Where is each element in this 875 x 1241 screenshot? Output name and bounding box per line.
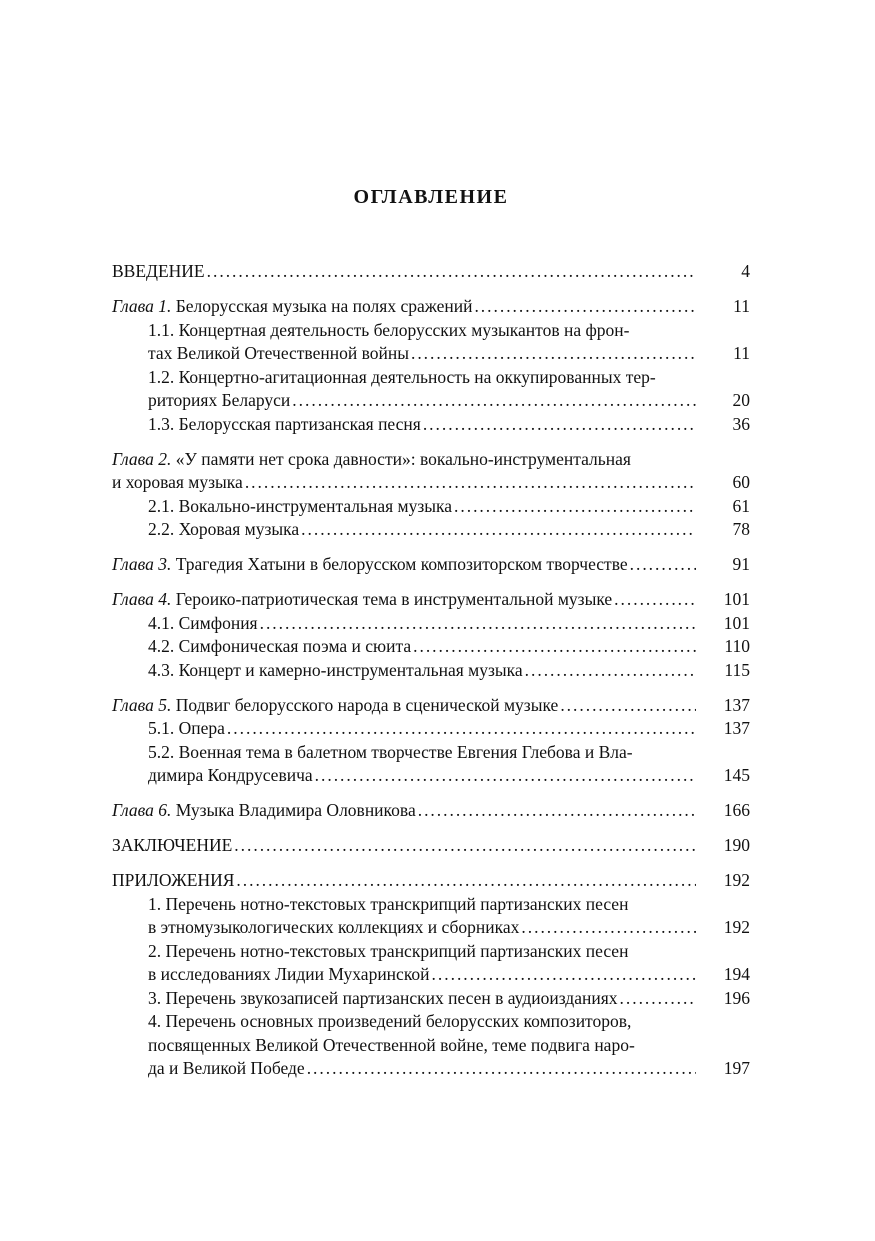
toc-group-appendices — [112, 869, 750, 1081]
page-number: 20 — [732, 390, 750, 410]
toc-entry-section-5-1[interactable] — [112, 717, 750, 741]
chapter-title: Белорусская музыка на полях сражений — [171, 296, 473, 316]
dot-leader — [474, 295, 696, 319]
toc-entry-appendix-1-end[interactable] — [112, 916, 750, 940]
chapter-prefix: Глава 4. — [112, 589, 172, 609]
page-number: 101 — [723, 612, 750, 633]
toc-entry-chapter-2[interactable] — [112, 448, 750, 472]
dot-leader — [620, 987, 696, 1011]
toc-entry-section-1-2-end[interactable] — [112, 389, 750, 413]
dot-leader — [630, 553, 696, 577]
toc-entry-appendix-1[interactable] — [112, 893, 750, 917]
toc-entry-chapter-6[interactable] — [112, 799, 750, 823]
appendix-title-line: 2. Перечень нотно-текстовых транскрипций партизанских песен — [148, 940, 629, 961]
dot-leader — [236, 869, 696, 893]
page-number: 145 — [723, 765, 750, 785]
page-number: 11 — [733, 296, 750, 316]
toc-group-conclusion — [112, 834, 750, 858]
chapter-prefix: Глава 3. — [112, 554, 172, 574]
section-title: 1.3. Белорусская партизанская песня — [148, 413, 421, 434]
toc-entry-chapter-1[interactable] — [112, 295, 750, 319]
page-number: 11 — [733, 343, 750, 363]
page-number: 36 — [732, 413, 750, 434]
toc-entry-chapter-5[interactable] — [112, 694, 750, 718]
page-number: 91 — [732, 554, 750, 574]
toc-entry-appendix-4-end[interactable] — [112, 1057, 750, 1081]
page-number: 78 — [732, 519, 750, 539]
dot-leader — [301, 518, 696, 542]
toc-entry-section-1-1-end[interactable] — [112, 342, 750, 366]
dot-leader — [521, 916, 696, 940]
dot-leader — [245, 471, 696, 495]
section-title: 4.3. Концерт и камерно-инструментальная музыка — [148, 659, 523, 680]
chapter-title: Музыка Владимира Оловникова — [171, 800, 416, 820]
toc-entry-intro[interactable] — [112, 260, 750, 284]
toc-entry-section-5-2[interactable] — [112, 741, 750, 765]
toc-entry-section-4-1[interactable] — [112, 612, 750, 636]
dot-leader — [307, 1057, 696, 1081]
toc-entry-label: ВВЕДЕНИЕ — [112, 261, 205, 281]
section-title-line: 5.2. Военная тема в балетном творчестве Евгения Глебова и Вла- — [148, 741, 633, 762]
page-number: 110 — [724, 636, 750, 656]
page-number: 192 — [723, 917, 750, 937]
section-title-line: димира Кондрусевича — [148, 765, 313, 785]
toc-entry-section-1-1[interactable] — [112, 319, 750, 343]
page-number: 101 — [723, 589, 750, 609]
chapter-title-line: и хоровая музыка — [112, 472, 243, 492]
dot-leader — [207, 260, 696, 284]
page-number: 192 — [723, 870, 750, 890]
toc-entry-section-4-3[interactable] — [112, 659, 750, 683]
section-title-line: риториях Беларуси — [148, 390, 291, 410]
toc-entry-chapter-3[interactable] — [112, 553, 750, 577]
dot-leader — [423, 413, 696, 437]
toc-entry-appendices[interactable] — [112, 869, 750, 893]
dot-leader — [454, 495, 696, 519]
page-number: 61 — [732, 495, 750, 516]
table-of-contents — [112, 260, 750, 1092]
toc-entry-appendix-4[interactable] — [112, 1010, 750, 1057]
page-number: 194 — [723, 964, 750, 984]
page-number: 137 — [723, 694, 750, 715]
toc-group-chapter-6 — [112, 799, 750, 823]
appendix-title-line: посвященных Великой Отечественной войне, теме подвига наро- — [148, 1034, 635, 1055]
dot-leader — [234, 834, 696, 858]
section-title: 5.1. Опера — [148, 718, 225, 738]
toc-entry-label: ПРИЛОЖЕНИЯ — [112, 870, 235, 890]
section-title-line: 1.2. Концертно-агитационная деятельность на оккупированных тер- — [148, 366, 656, 387]
dot-leader — [560, 694, 696, 718]
toc-group-intro — [112, 260, 750, 284]
section-title: 2.2. Хоровая музыка — [148, 519, 300, 539]
toc-entry-appendix-3[interactable] — [112, 987, 750, 1011]
toc-group-chapter-5 — [112, 694, 750, 788]
page-number: 166 — [723, 800, 750, 820]
dot-leader — [292, 389, 696, 413]
toc-group-chapter-1 — [112, 295, 750, 436]
page-number: 137 — [723, 718, 750, 738]
chapter-title: Трагедия Хатыни в белорусском композиторском творчестве — [171, 554, 628, 574]
page-number: 4 — [741, 261, 750, 281]
appendix-title-line: 1. Перечень нотно-текстовых транскрипций партизанских песен — [148, 893, 629, 914]
toc-entry-appendix-2[interactable] — [112, 940, 750, 964]
toc-entry-label: ЗАКЛЮЧЕНИЕ — [112, 835, 233, 855]
toc-entry-conclusion[interactable] — [112, 834, 750, 858]
page-number: 115 — [724, 659, 750, 680]
toc-entry-section-2-1[interactable] — [112, 495, 750, 519]
chapter-title: Героико-патриотическая тема в инструментальной музыке — [171, 589, 613, 609]
toc-entry-section-4-2[interactable] — [112, 635, 750, 659]
toc-entry-section-1-3[interactable] — [112, 413, 750, 437]
toc-entry-appendix-2-end[interactable] — [112, 963, 750, 987]
dot-leader — [315, 764, 696, 788]
toc-group-chapter-2 — [112, 448, 750, 542]
dot-leader — [525, 659, 696, 683]
appendix-title-line: да и Великой Победе — [148, 1058, 305, 1078]
dot-leader — [432, 963, 696, 987]
dot-leader — [260, 612, 696, 636]
toc-entry-chapter-4[interactable] — [112, 588, 750, 612]
page-title: ОГЛАВЛЕНИЕ — [353, 186, 509, 208]
chapter-prefix: Глава 6. — [112, 800, 172, 820]
dot-leader — [227, 717, 696, 741]
toc-group-chapter-4 — [112, 588, 750, 682]
section-title-line: тах Великой Отечественной войны — [148, 343, 409, 363]
section-title-line: 1.1. Концертная деятельность белорусских музыкантов на фрон- — [148, 319, 630, 340]
appendix-title-line: в исследованиях Лидии Мухаринской — [148, 964, 430, 984]
page-number: 196 — [723, 987, 750, 1008]
section-title: 2.1. Вокально-инструментальная музыка — [148, 495, 453, 516]
dot-leader — [614, 588, 696, 612]
toc-group-chapter-3 — [112, 553, 750, 577]
dot-leader — [418, 799, 696, 823]
page-number: 60 — [732, 472, 750, 492]
appendix-title-line: в этномузыкологических коллекциях и сборниках — [148, 917, 520, 937]
section-title: 4.2. Симфоническая поэма и сюита — [148, 636, 412, 656]
appendix-title: 3. Перечень звукозаписей партизанских песен в аудиоизданиях — [148, 987, 618, 1008]
toc-entry-chapter-2-end[interactable] — [112, 471, 750, 495]
toc-entry-section-2-2[interactable] — [112, 518, 750, 542]
chapter-title-line: «У памяти нет срока давности»: вокально-инструментальная — [171, 448, 631, 469]
toc-entry-section-5-2-end[interactable] — [112, 764, 750, 788]
chapter-prefix: Глава 5. — [112, 694, 172, 715]
section-title: 4.1. Симфония — [148, 612, 258, 633]
dot-leader — [413, 635, 696, 659]
chapter-prefix: Глава 1. — [112, 296, 172, 316]
chapter-prefix: Глава 2. — [112, 448, 172, 469]
page-number: 190 — [723, 835, 750, 855]
chapter-title: Подвиг белорусского народа в сценической музыке — [171, 694, 559, 715]
appendix-title-line: 4. Перечень основных произведений белорусских композиторов, — [148, 1011, 632, 1031]
page-number: 197 — [723, 1058, 750, 1078]
toc-entry-section-1-2[interactable] — [112, 366, 750, 390]
dot-leader — [411, 342, 696, 366]
